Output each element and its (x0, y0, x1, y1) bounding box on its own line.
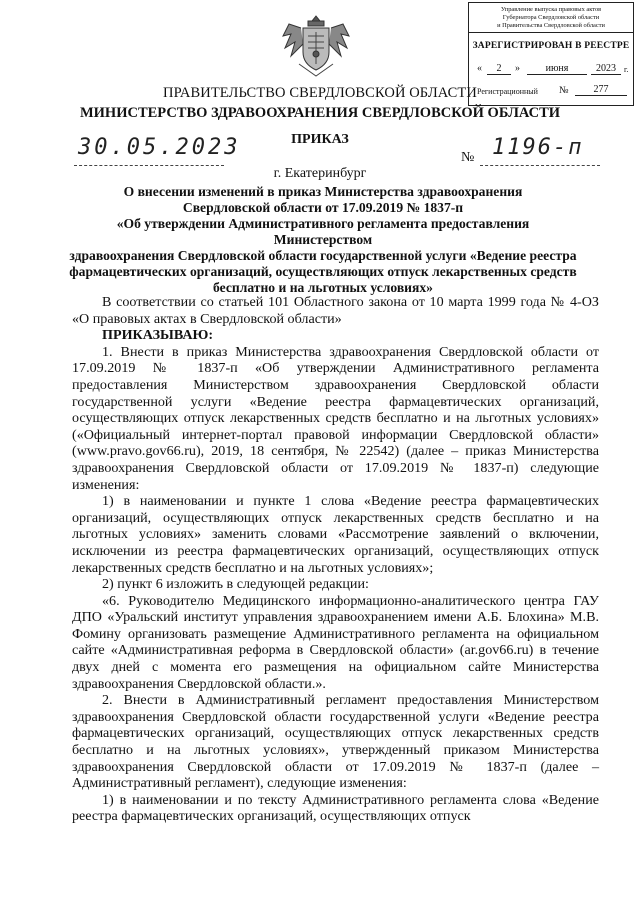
stamp-close-quote: » (515, 63, 520, 74)
title-line: О внесении изменений в приказ Министерства здравоохранения (123, 184, 523, 199)
title-line: фармацевтических организаций, осуществляющих отпуск лекарственных средств (69, 264, 577, 279)
stamp-month: июня (527, 63, 587, 75)
stamp-reg-label: Регистрационный (477, 87, 538, 96)
document-type: ПРИКАЗ (291, 132, 349, 147)
stamp-reg-number: 277 (575, 84, 627, 96)
document-body (72, 294, 599, 825)
title-line: Свердловской области от 17.09.2019 № 1837-п (182, 200, 464, 215)
order-date: 30.05.2023 (78, 135, 241, 160)
paragraph-2-1: 1) в наименовании и по тексту Административного регламента слова «Ведение реестра фармацевтических организаций, осуществляющих отпуск (72, 791, 599, 825)
stamp-no-sign: № (559, 85, 569, 96)
stamp-header-line: и Правительства Свердловской области (497, 22, 605, 29)
order-word: ПРИКАЗЫВАЮ: (102, 327, 214, 344)
order-number: 1196-п (492, 135, 584, 160)
stamp-day: 2 (487, 63, 511, 75)
preamble-paragraph: В соответствии со статьей 101 Областного закона от 10 марта 1999 года № 4-ОЗ «О правовых актах в Свердловской области» (72, 294, 599, 327)
stamp-header-line: Губернатора Свердловской области (502, 14, 600, 21)
paragraph-1-2: 2) пункт 6 изложить в следующей редакции: (102, 576, 369, 593)
stamp-header (469, 3, 633, 33)
document-title (66, 184, 580, 296)
order-number-label: № (461, 150, 475, 165)
paragraph-1: 1. Внести в приказ Министерства здравоохранения Свердловской области от 17.09.2019 № 1837-п «Об утверждении Административного регламента предоставления Министерством здравоохранения Свердловской области государственной услуги «Ведение реестра фармацевтических организаций, осуществляющих отпуск лекарственных средств бесплатно и на льготных условиях» («Официальный интернет-портал правовой информации Свердловской области» (www.pravo.gov66.ru), 2019, 18 сентября, № 22542) (далее – приказ Министерства здравоохранения Свердловской области от 17.09.2019 № 1837-п) следующие изменения: (72, 343, 599, 493)
stamp-header-line: Управление выпуска правовых актов (500, 6, 602, 13)
paragraph-1-2-quote: «6. Руководителю Медицинского информационно-аналитического центра ГАУ ДПО «Уральский институт управления здравоохранением имени А.Б. Блохина» М.В. Фомину организовать размещение Административного регламента на официальном сайте «Административная реформа в Свердловской области» (ar.gov66.ru) в течение двух дней с момента его размещения на официальном сайте Министерства здравоохранения Свердловской области.». (72, 592, 599, 692)
stamp-year-suffix: г. (624, 65, 629, 74)
paragraph-1-1: 1) в наименовании и пункте 1 слова «Ведение реестра фармацевтических организаций, осуществляющих отпуск лекарственных средств бесплатно и на льготных условиях» заменить словами «Рассмотрение заявлений о включении, исключении из реестра фармацевтических организаций, осуществляющих отпуск лекарственных средств бесплатно и на льготных условиях»; (72, 493, 599, 576)
title-line: здравоохранения Свердловской области государственной услуги «Ведение реестра (69, 248, 577, 263)
order-number-field (480, 137, 600, 166)
city: г. Екатеринбург (273, 166, 367, 181)
title-line: бесплатно и на льготных условиях» (213, 280, 433, 295)
paragraph-2: 2. Внести в Административный регламент предоставления Министерством здравоохранения Свердловской области государственной услуги «Ведение реестра фармацевтических организаций, осуществляющих отпуск лекарственных средств бесплатно и на льготных условиях», утвержденный приказом Министерства здравоохранения Свердловской области от 17.09.2019 № 1837-п (далее – Административный регламент), следующие изменения: (72, 692, 599, 792)
order-date-field (74, 135, 241, 166)
stamp-open-quote: « (477, 63, 482, 74)
stamp-registered-label: ЗАРЕГИСТРИРОВАН В РЕЕСТРЕ (472, 41, 630, 51)
coat-of-arms-emblem (281, 14, 351, 80)
government-heading: ПРАВИТЕЛЬСТВО СВЕРДЛОВСКОЙ ОБЛАСТИ (163, 85, 477, 101)
title-line: «Об утверждении Административного регламента предоставления Министерством (116, 216, 530, 247)
stamp-year: 2023 (591, 63, 621, 75)
ministry-heading: МИНИСТЕРСТВО ЗДРАВООХРАНЕНИЯ СВЕРДЛОВСКОЙ ОБЛАСТИ (79, 105, 561, 121)
